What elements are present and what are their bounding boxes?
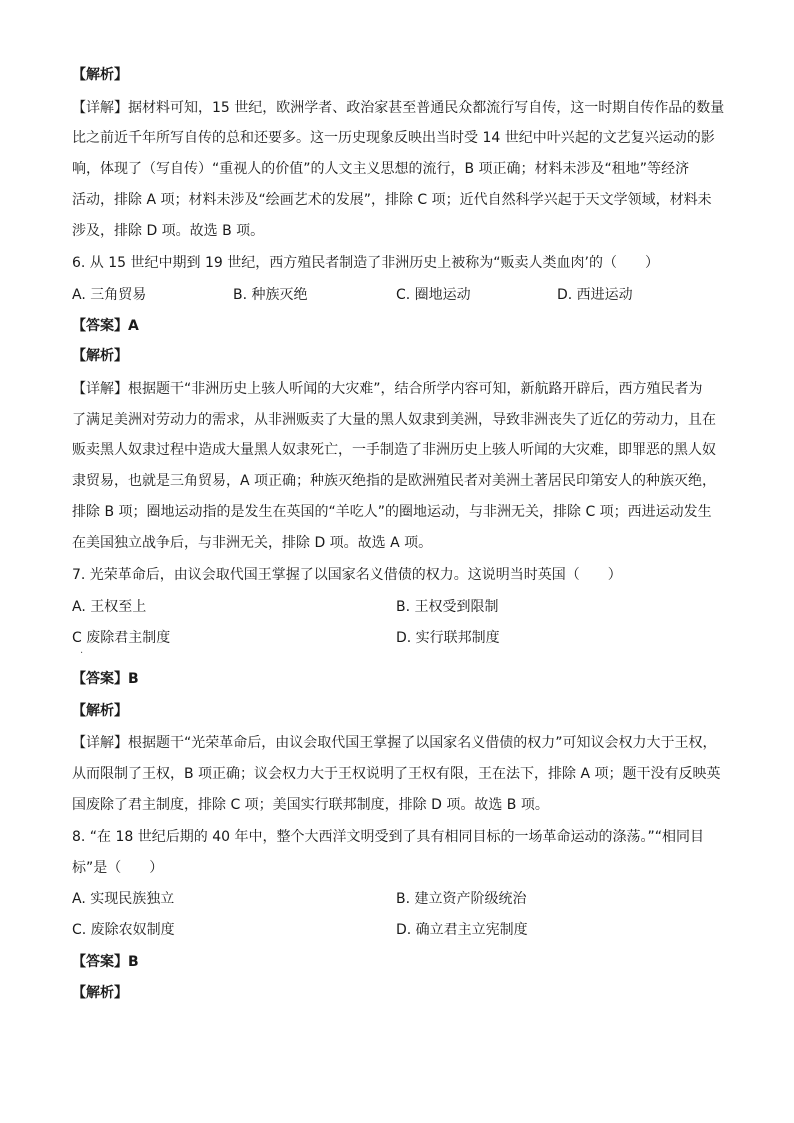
q5-detail-line: 响，体现了（写自传）“重视人的价值”的人文主义思想的流行，B 项正确；材料未涉及“租地”等经济 [72, 161, 690, 177]
analysis-label: 【解析】 [72, 703, 128, 719]
q8-option-c: C. 废除农奴制度 [72, 922, 175, 938]
q8-question: 8. “在 18 世纪后期的 40 年中，整个大西洋文明受到了具有相同目标的一场革命运动的涤荡。”“相同目 [72, 829, 704, 845]
q5-detail-line: 涉及，排除 D 项。故选 B 项。 [72, 223, 265, 239]
q6-detail-line: 排除 B 项；圈地运动指的是发生在英国的“羊吃人”的圈地运动，与非洲无关，排除 C 项；西进运动发生 [72, 504, 712, 520]
q7-detail-line: 从而限制了王权，B 项正确；议会权力大于王权说明了王权有限，王在法下，排除 A 项；题干没有反映英 [72, 766, 721, 782]
q7-question: 7. 光荣革命后，由议会取代国王掌握了以国家名义借债的权力。这说明当时英国（ ） [72, 567, 622, 583]
analysis-label: 【解析】 [72, 985, 128, 1001]
q7-answer: 【答案】B [72, 671, 139, 687]
q7-option-b: B. 王权受到限制 [396, 599, 499, 615]
q6-detail-line: 【详解】根据题干“非洲历史上骇人听闻的大灾难”，结合所学内容可知，新航路开辟后，西方殖民者为 [72, 381, 703, 397]
q5-detail-line: 【详解】据材料可知，15 世纪，欧洲学者、政治家甚至普通民众都流行写自传，这一时期自传作品的数量 [72, 100, 725, 116]
q6-detail-line: 贩卖黑人奴隶过程中造成大量黑人奴隶死亡，一手制造了非洲历史上骇人听闻的大灾难，即罪恶的黑人奴 [72, 442, 716, 458]
analysis-label: 【解析】 [72, 348, 128, 364]
stray-dot: · [80, 648, 84, 659]
q5-detail-line: 活动，排除 A 项；材料未涉及“绘画艺术的发展”，排除 C 项；近代自然科学兴起于天文学领域，材料未 [72, 192, 712, 208]
q5-detail-line: 比之前近千年所写自传的总和还要多。这一历史现象反映出当时受 14 世纪中叶兴起的文艺复兴运动的影 [72, 130, 715, 146]
q7-detail-line: 【详解】根据题干“光荣革命后，由议会取代国王掌握了以国家名义借债的权力”可知议会权力大于王权， [72, 735, 717, 751]
q6-detail-line: 在美国独立战争后，与非洲无关，排除 D 项。故选 A 项。 [72, 535, 433, 551]
q6-option-d: D. 西进运动 [557, 287, 633, 303]
q8-answer: 【答案】B [72, 954, 139, 970]
q8-option-b: B. 建立资产阶级统治 [396, 891, 527, 907]
q6-option-c: C. 圈地运动 [396, 287, 471, 303]
q6-detail-line: 隶贸易，也就是三角贸易，A 项正确；种族灭绝指的是欧洲殖民者对美洲土著居民印第安人的种族灭绝， [72, 473, 717, 489]
q6-option-a: A. 三角贸易 [72, 287, 147, 303]
q7-option-d: D. 实行联邦制度 [396, 630, 500, 646]
q6-option-b: B. 种族灭绝 [233, 287, 308, 303]
q8-option-a: A. 实现民族独立 [72, 891, 175, 907]
analysis-label: 【解析】 [72, 67, 128, 83]
q7-option-c: C 废除君主制度 [72, 630, 171, 646]
q7-option-a: A. 王权至上 [72, 599, 147, 615]
q6-question: 6. 从 15 世纪中期到 19 世纪，西方殖民者制造了非洲历史上被称为“贩卖人类血肉’的（ ） [72, 255, 659, 271]
q8-option-d: D. 确立君主立宪制度 [396, 922, 528, 938]
q8-question: 标”是（ ） [72, 860, 164, 876]
q6-detail-line: 了满足美洲对劳动力的需求，从非洲贩卖了大量的黑人奴隶到美洲，导致非洲丧失了近亿的劳动力，且在 [72, 412, 716, 428]
q6-answer: 【答案】A [72, 318, 139, 334]
q7-detail-line: 国废除了君主制度，排除 C 项；美国实行联邦制度，排除 D 项。故选 B 项。 [72, 797, 549, 813]
